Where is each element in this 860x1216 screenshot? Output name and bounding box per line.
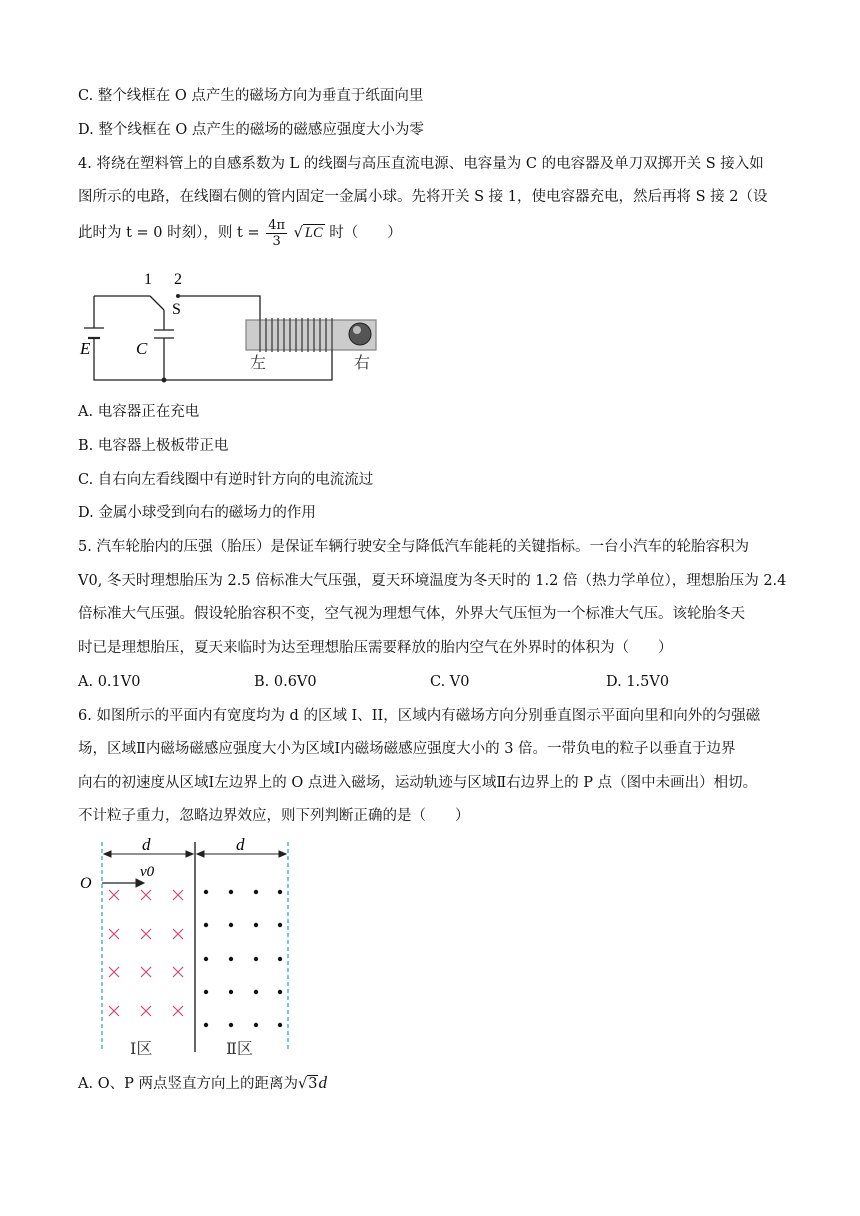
q6-stem-line1: 6. 如图所示的平面内有宽度均为 d 的区域 I、II，区域内有磁场方向分别垂直图示平面向里和向外的匀强磁 [78, 708, 761, 724]
q4-label-2: 2 [174, 271, 182, 288]
q6-label-v0: v0 [140, 864, 155, 880]
q6-label-region1: Ⅰ区 [130, 1039, 153, 1058]
q5-option-d: D. 1.5V0 [606, 674, 670, 690]
q4-sqrt: √ LC [293, 225, 323, 241]
q6-label-d1: d [142, 835, 151, 854]
q5-option-a: A. 0.1V0 [78, 674, 141, 690]
q4-line3-pre: 此时为 t = 0 时刻），则 t = [78, 225, 260, 241]
q6-stem-line4: 不计粒子重力，忽略边界效应，则下列判断正确的是（ ） [78, 808, 470, 824]
q6-option-a-post: d [318, 1073, 327, 1092]
q5-option-c: C. V0 [430, 674, 470, 690]
q4-stem-line3 [78, 215, 402, 251]
q6-label-o: O [80, 875, 92, 892]
q5-stem-line4: 时已是理想胎压，夏天来临时为达至理想胎压需要释放的胎内空气在外界时的体积为（ ） [78, 640, 673, 656]
q4-label-right: 右 [354, 353, 371, 372]
q6-stem-line3: 向右的初速度从区域Ⅰ左边界上的 O 点进入磁场，运动轨迹与区域Ⅱ右边界上的 P 点（图中未画出）相切。 [78, 775, 758, 791]
q4-fraction [266, 218, 287, 249]
q5-option-b: B. 0.6V0 [254, 674, 317, 690]
q4-label-c: C [136, 339, 148, 358]
q6-option-a-radicand: 3 [308, 1076, 318, 1092]
q4-option-c: C. 自右向左看线圈中有逆时针方向的电流流过 [78, 472, 374, 488]
q4-stem-line2: 图所示的电路，在线圈右侧的管内固定一金属小球。先将开关 S 接 1，使电容器充电，然后再将 S 接 2（设 [78, 189, 768, 205]
q4-stem-line1: 4. 将绕在塑料管上的自感系数为 L 的线圈与高压直流电源、电容量为 C 的电容器及单刀双掷开关 S 接入如 [78, 156, 764, 172]
q3-option-d: D. 整个线框在 O 点产生的磁场的磁感应强度大小为零 [78, 122, 424, 138]
q6-option-a-pre: A. O、P 两点竖直方向上的距离为 [78, 1076, 298, 1092]
q4-line3-post: 时（ ） [329, 225, 402, 241]
q4-sqrt-radicand: LC [304, 225, 323, 241]
q6-label-d2: d [236, 835, 245, 854]
q4-label-left: 左 [250, 353, 267, 372]
q6-option-a [78, 1072, 327, 1095]
q5-stem-line1: 5. 汽车轮胎内的压强（胎压）是保证车辆行驶安全与降低汽车能耗的关键指标。一台小汽车的轮胎容积为 [78, 539, 749, 555]
q6-field-diagram [78, 834, 298, 1064]
q4-option-a: A. 电容器正在充电 [78, 404, 200, 420]
q6-label-region2: Ⅱ区 [226, 1039, 253, 1058]
q5-stem-line2: V0, 冬天时理想胎压为 2.5 倍标准大气压强，夏天环境温度为冬天时的 1.2 倍（热力学单位），理想胎压为 2.4 [78, 573, 787, 589]
q3-option-c: C. 整个线框在 O 点产生的磁场方向为垂直于纸面向里 [78, 88, 424, 104]
q4-fraction-denominator: 3 [272, 233, 281, 249]
q6-option-a-sqrt: √3 [297, 1076, 318, 1092]
q4-fraction-numerator: 4π [268, 217, 286, 233]
q4-option-b: B. 电容器上极板带正电 [78, 438, 229, 454]
q6-dot-marks [204, 890, 282, 1027]
q4-label-s: S [172, 301, 181, 318]
q6-stem-line2: 场，区域Ⅱ内磁场磁感应强度大小为区域Ⅰ内磁场磁感应强度大小的 3 倍。一带负电的粒子以垂直于边界 [78, 741, 736, 757]
q4-label-e: E [80, 339, 91, 358]
q5-stem-line3: 倍标准大气压强。假设轮胎容积不变，空气视为理想气体，外界大气压恒为一个标准大气压。该轮胎冬天 [78, 606, 745, 622]
q4-circuit-diagram [78, 268, 388, 388]
q4-option-d: D. 金属小球受到向右的磁场力的作用 [78, 505, 316, 521]
q4-label-1: 1 [144, 271, 152, 288]
q6-cross-marks [109, 890, 183, 1016]
